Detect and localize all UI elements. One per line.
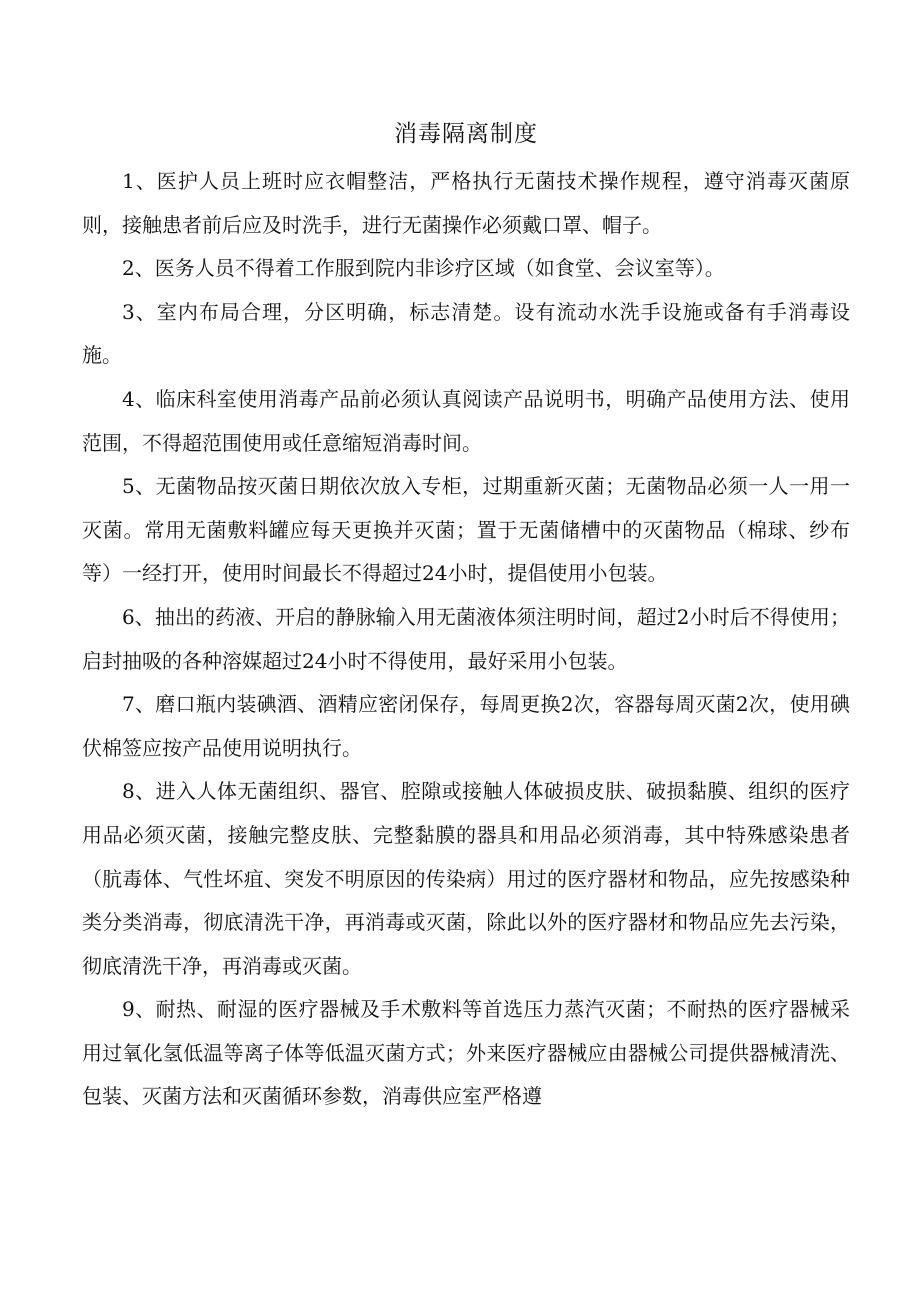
paragraph-6: 6、抽出的药液、开启的静脉输入用无菌液体须注明时间，超过2小时后不得使用；启封抽吸的各种溶媒超过24小时不得使用，最好采用小包装。 [82,604,850,673]
document-page [82,112,850,1119]
paragraph-4: 4、临床科室使用消毒产品前必须认真阅读产品说明书，明确产品使用方法、使用范围，不得超范围使用或任意缩短消毒时间。 [82,386,850,455]
paragraph-3: 3、室内布局合理，分区明确，标志清楚。设有流动水洗手设施或备有手消毒设施。 [82,299,850,368]
document-title: 消毒隔离制度 [394,121,538,147]
paragraph-9: 9、耐热、耐湿的医疗器械及手术敷料等首选压力蒸汽灭菌；不耐热的医疗器械采用过氧化氢低温等离子体等低温灭菌方式；外来医疗器械应由器械公司提供器械清洗、包装、灭菌方法和灭菌循环参数，消毒供应室严格遵 [82,997,850,1109]
paragraph-8: 8、进入人体无菌组织、器官、腔隙或接触人体破损皮肤、破损黏膜、组织的医疗用品必须灭菌，接触完整皮肤、完整黏膜的器具和用品必须消毒，其中特殊感染患者（肮毒体、气性坏疽、突发不明原因的传染病）用过的医疗器材和物品，应先按感染种类分类消毒，彻底清洗干净，再消毒或灭菌，除此以外的医疗器材和物品应先去污染，彻底清洗干净，再消毒或灭菌。 [82,779,850,978]
paragraph-7: 7、磨口瓶内装碘酒、酒精应密闭保存，每周更换2次，容器每周灭菌2次，使用碘伏棉签应按产品使用说明执行。 [82,692,850,760]
paragraph-1: 1、医护人员上班时应衣帽整洁，严格执行无菌技术操作规程，遵守消毒灭菌原则，接触患者前后应及时洗手，进行无菌操作必须戴口罩、帽子。 [82,169,850,237]
paragraph-2: 2、医务人员不得着工作服到院内非诊疗区域（如食堂、会议室等）。 [122,256,725,281]
paragraph-5: 5、无菌物品按灭菌日期依次放入专柜，过期重新灭菌；无菌物品必须一人一用一灭菌。常用无菌敷料罐应每天更换并灭菌；置于无菌储槽中的灭菌物品（棉球、纱布等）一经打开，使用时间最长不得超过24小时，提倡使用小包装。 [82,474,850,586]
